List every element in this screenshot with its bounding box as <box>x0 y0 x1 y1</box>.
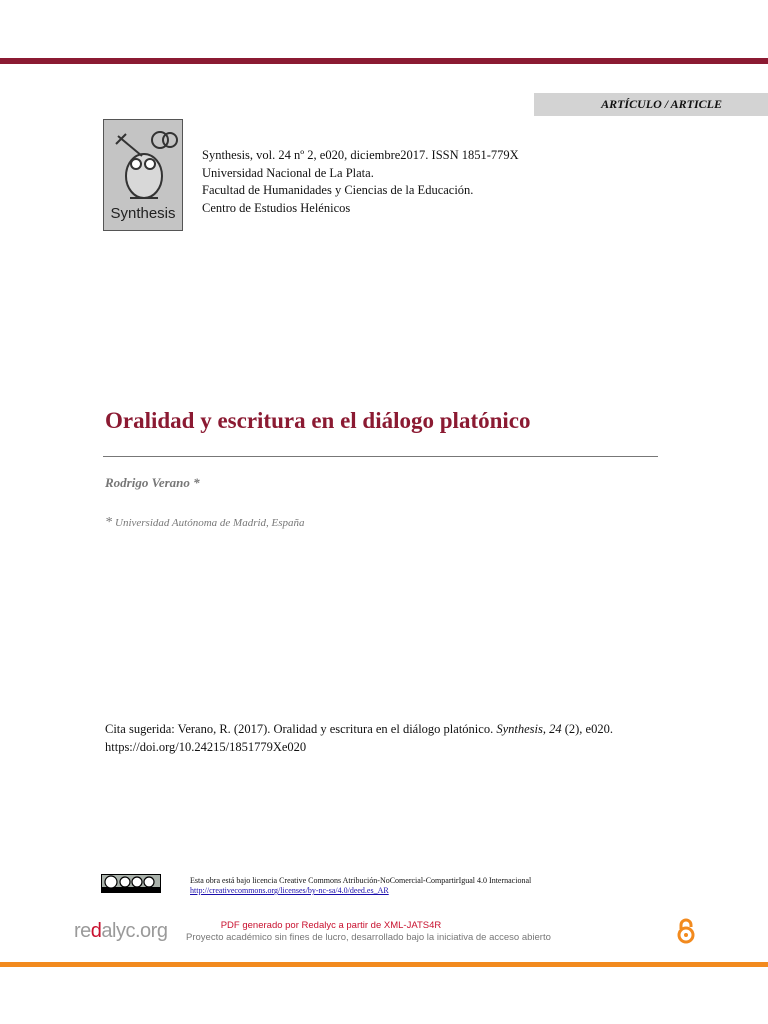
license-link[interactable]: http://creativecommons.org/licenses/by-nc-sa/4.0/deed.es_AR <box>190 886 389 895</box>
license-text: Esta obra está bajo licencia Creative Commons Atribución-NoComercial-CompartirIgual 4.0 Internacional <box>190 876 532 885</box>
redalyc-logo[interactable]: redalyc.org <box>74 920 168 942</box>
university-line: Universidad Nacional de La Plata. <box>202 165 374 180</box>
owl-icon <box>108 126 180 206</box>
citation-journal: Synthesis, 24 <box>496 722 562 736</box>
license-notice <box>190 876 531 896</box>
top-accent-bar <box>0 58 768 64</box>
faculty-line: Facultad de Humanidades y Ciencias de la Educación. <box>202 183 474 197</box>
center-line: Centro de Estudios Helénicos <box>202 200 351 215</box>
journal-citation-line: Synthesis, vol. 24 nº 2, e020, diciembre2017. ISSN 1851-779X <box>202 148 519 162</box>
project-description-text: Proyecto académico sin fines de lucro, desarrollado bajo la iniciativa de acceso abierto <box>186 932 551 943</box>
title-divider <box>103 456 658 457</box>
article-type-tag: ARTÍCULO / ARTICLE <box>534 93 768 116</box>
author-affiliation <box>105 515 305 531</box>
pdf-generated-text: PDF generado por Redalyc a partir de XML-JATS4R <box>220 920 442 931</box>
article-title: Oralidad y escritura en el diálogo platónico <box>105 408 531 433</box>
citation-prefix: Cita sugerida: Verano, R. (2017). Oralidad y escritura en el diálogo platónico. <box>105 722 497 736</box>
journal-logo <box>103 119 183 231</box>
author-name: Rodrigo Verano * <box>105 475 200 490</box>
cc-by-nc-sa-icon[interactable] <box>101 874 161 893</box>
suggested-citation <box>105 720 613 756</box>
journal-info <box>202 147 519 217</box>
open-access-icon <box>676 918 696 949</box>
affiliation-text: Universidad Autónoma de Madrid, España <box>115 517 305 529</box>
citation-suffix: (2), e020. <box>561 722 613 736</box>
logo-text: Synthesis <box>110 205 176 222</box>
bottom-accent-bar <box>0 962 768 967</box>
affiliation-mark: * <box>105 515 112 530</box>
citation-doi-link[interactable]: https://doi.org/10.24215/1851779Xe020 <box>105 740 307 754</box>
